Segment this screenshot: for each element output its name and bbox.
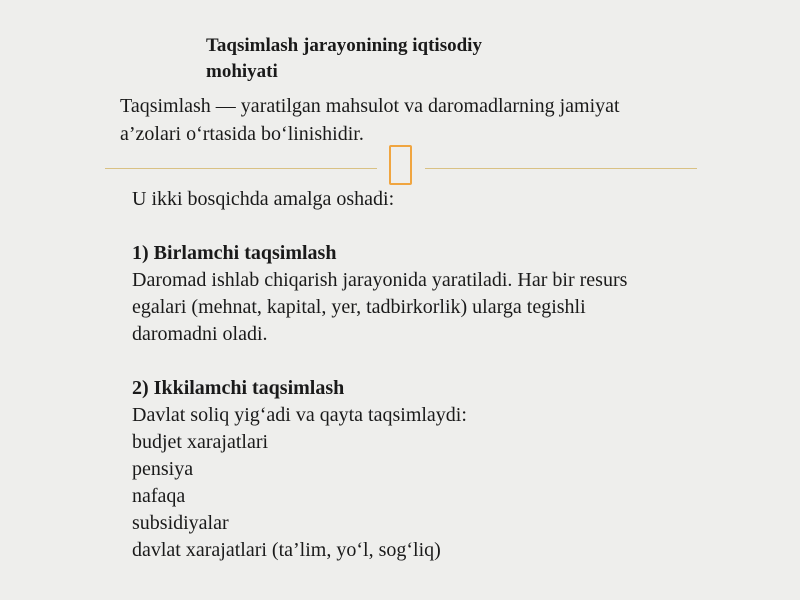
divider-ornament-icon bbox=[389, 145, 412, 185]
divider-line-left bbox=[105, 168, 377, 169]
redistribution-list bbox=[132, 429, 772, 564]
intro-line-2: a’zolari o‘rtasida bo‘linishidir. bbox=[120, 123, 364, 145]
primary-line-2: egalari (mehnat, kapital, yer, tadbirkorlik) ularga tegishli bbox=[132, 296, 586, 318]
spacer bbox=[132, 348, 772, 375]
intro-line-1: Taqsimlash — yaratilgan mahsulot va daromadlarning jamiyat bbox=[120, 95, 620, 117]
content-body bbox=[132, 186, 772, 564]
intro-definition bbox=[120, 92, 720, 148]
slide-title bbox=[206, 33, 566, 85]
spacer bbox=[132, 213, 772, 240]
slide-title-line-2: mohiyati bbox=[206, 61, 278, 82]
secondary-intro: Davlat soliq yig‘adi va qayta taqsimlaydi: bbox=[132, 404, 467, 426]
list-item: pensiya bbox=[132, 458, 194, 480]
list-item: davlat xarajatlari (ta’lim, yo‘l, sog‘liq) bbox=[132, 539, 441, 561]
lead-text: U ikki bosqichda amalga oshadi: bbox=[132, 188, 395, 210]
primary-line-3: daromadni oladi. bbox=[132, 323, 268, 345]
list-item: nafaqa bbox=[132, 485, 186, 507]
secondary-heading: 2) Ikkilamchi taqsimlash bbox=[132, 377, 345, 399]
list-item: budjet xarajatlari bbox=[132, 431, 269, 453]
primary-heading: 1) Birlamchi taqsimlash bbox=[132, 242, 337, 264]
list-item: subsidiyalar bbox=[132, 512, 229, 534]
primary-line-1: Daromad ishlab chiqarish jarayonida yaratiladi. Har bir resurs bbox=[132, 269, 628, 291]
divider-line-right bbox=[425, 168, 697, 169]
slide-title-line-1: Taqsimlash jarayonining iqtisodiy bbox=[206, 35, 482, 56]
